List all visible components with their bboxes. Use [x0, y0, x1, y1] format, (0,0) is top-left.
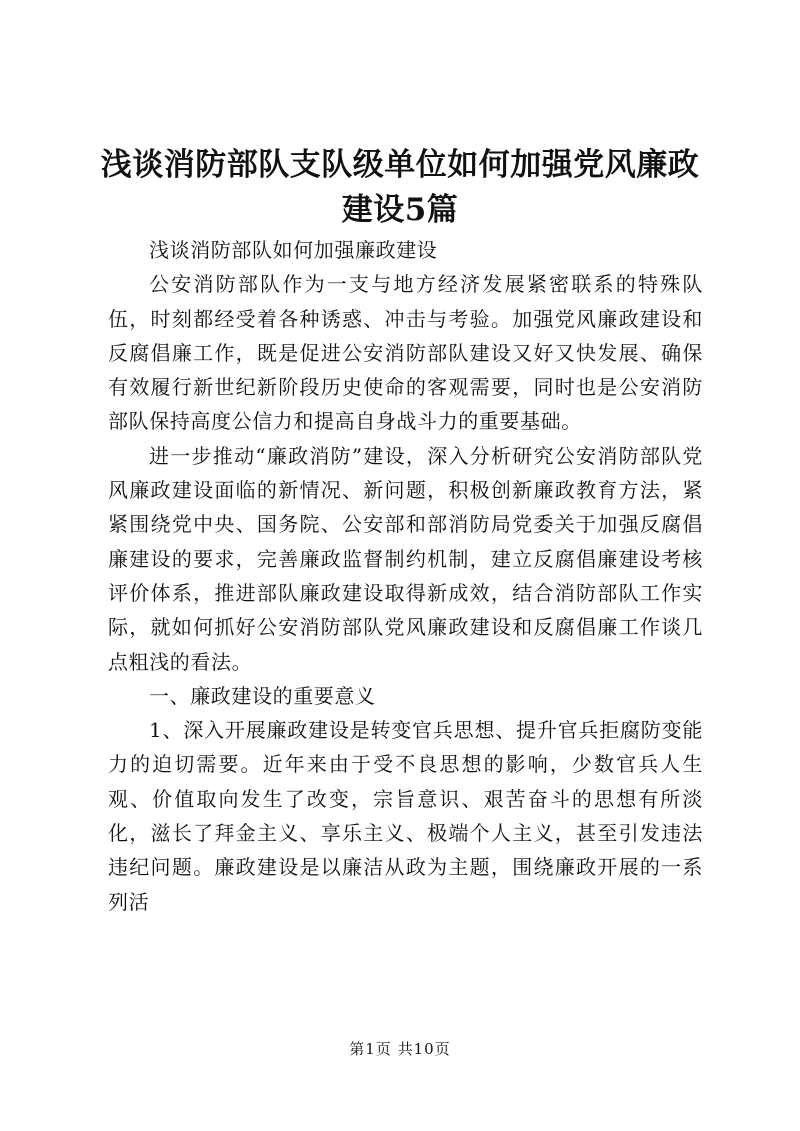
document-body: [108, 233, 703, 919]
page-footer: 第1页 共10页: [349, 1040, 451, 1058]
body-paragraph: 进一步推动“廉政消防”建设，深入分析研究公安消防部队党风廉政建设面临的新情况、新问题，积极创新廉政教育方法，紧紧围绕党中央、国务院、公安部和部消防局党委关于加强反腐倡廉建设的要求，完善廉政监督制约机制，建立反腐倡廉建设考核评价体系，推进部队廉政建设取得新成效，结合消防部队工作实际，就如何抓好公安消防部队党风廉政建设和反腐倡廉工作谈几点粗浅的看法。: [108, 443, 703, 674]
section-subtitle: 浅谈消防部队如何加强廉政建设: [149, 238, 438, 262]
document-title: 浅谈消防部队支队级单位如何加强党风廉政建设5篇: [100, 147, 700, 228]
body-paragraph: 1、深入开展廉政建设是转变官兵思想、提升官兵拒腐防变能力的迫切需要。近年来由于受不良思想的影响，少数官兵人生观、价值取向发生了改变，宗旨意识、艰苦奋斗的思想有所淡化，滋长了拜金主义、享乐主义、极端个人主义，甚至引发违法违纪问题。廉政建设是以廉洁从政为主题，围绕廉政开展的一系列活: [108, 718, 703, 914]
section-heading: 一、廉政建设的重要意义: [149, 683, 376, 708]
body-paragraph: 公安消防部队作为一支与地方经济发展紧密联系的特殊队伍，时刻都经受着各种诱惑、冲击与考验。加强党风廉政建设和反腐倡廉工作，既是促进公安消防部队建设又好又快发展、确保有效履行新世纪新阶段历史使命的客观需要，同时也是公安消防部队保持高度公信力和提高自身战斗力的重要基础。: [108, 272, 703, 434]
